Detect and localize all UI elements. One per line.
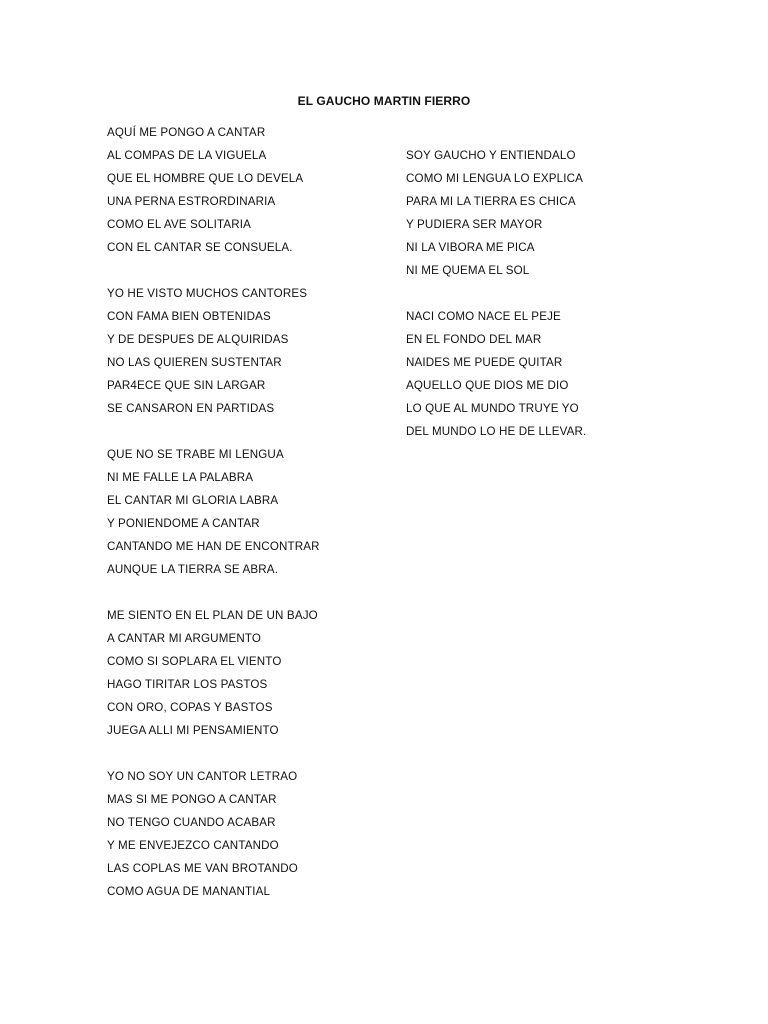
stanza-break [107,745,320,768]
verse-line: NI ME FALLE LA PALABRA [107,471,254,484]
verse-line: PARA MI LA TIERRA ES CHICA [406,195,576,208]
verse-line: CON ORO, COPAS Y BASTOS [107,701,273,714]
verse-line: QUE NO SE TRABE MI LENGUA [107,448,284,461]
stanza-break [406,124,586,147]
verse-line: EN EL FONDO DEL MAR [406,333,542,346]
verse-line: COMO SI SOPLARA EL VIENTO [107,655,282,668]
verse-line: COMO EL AVE SOLITARIA [107,218,252,231]
verse-line: AUNQUE LA TIERRA SE ABRA. [107,563,279,576]
verse-line: EL CANTAR MI GLORIA LABRA [107,494,279,507]
verse-line: MAS SI ME PONGO A CANTAR [107,793,277,806]
verse-line: AL COMPAS DE LA VIGUELA [107,149,267,162]
verse-line: PAR4ECE QUE SIN LARGAR [107,379,266,392]
verse-line: CON FAMA BIEN OBTENIDAS [107,310,271,323]
verse-line: DEL MUNDO LO HE DE LLEVAR. [406,425,587,438]
left-column [107,124,320,906]
stanza-break [406,285,586,308]
verse-line: NI LA VIBORA ME PICA [406,241,535,254]
stanza-break [107,584,320,607]
verse-line: CON EL CANTAR SE CONSUELA. [107,241,293,254]
verse-line: A CANTAR MI ARGUMENTO [107,632,262,645]
verse-line: NACI COMO NACE EL PEJE [406,310,561,323]
verse-line: LAS COPLAS ME VAN BROTANDO [107,862,298,875]
verse-line: YO HE VISTO MUCHOS CANTORES [107,287,308,300]
verse-line: Y PUDIERA SER MAYOR [406,218,543,231]
verse-line: JUEGA ALLI MI PENSAMIENTO [107,724,279,737]
verse-line: AQUÍ ME PONGO A CANTAR [107,126,266,139]
stanza-break [107,262,320,285]
verse-line: Y PONIENDOME A CANTAR [107,517,260,530]
verse-line: NAIDES ME PUEDE QUITAR [406,356,563,369]
verse-line: QUE EL HOMBRE QUE LO DEVELA [107,172,304,185]
verse-line: AQUELLO QUE DIOS ME DIO [406,379,569,392]
verse-line: NO TENGO CUANDO ACABAR [107,816,276,829]
stanza-break [107,423,320,446]
verse-line: LO QUE AL MUNDO TRUYE YO [406,402,579,415]
verse-line: COMO AGUA DE MANANTIAL [107,885,271,898]
verse-line: SE CANSARON EN PARTIDAS [107,402,275,415]
right-column [406,124,586,446]
verse-line: UNA PERNA ESTRORDINARIA [107,195,276,208]
verse-line: CANTANDO ME HAN DE ENCONTRAR [107,540,320,553]
verse-line: Y DE DESPUES DE ALQUIRIDAS [107,333,289,346]
verse-line: YO NO SOY UN CANTOR LETRAO [107,770,298,783]
verse-line: NI ME QUEMA EL SOL [406,264,530,277]
verse-line: Y ME ENVEJEZCO CANTANDO [107,839,279,852]
verse-line: COMO MI LENGUA LO EXPLICA [406,172,584,185]
verse-line: ME SIENTO EN EL PLAN DE UN BAJO [107,609,318,622]
poem-title: EL GAUCHO MARTIN FIERRO [297,94,471,108]
verse-line: SOY GAUCHO Y ENTIENDALO [406,149,576,162]
verse-line: HAGO TIRITAR LOS PASTOS [107,678,268,691]
verse-line: NO LAS QUIEREN SUSTENTAR [107,356,282,369]
